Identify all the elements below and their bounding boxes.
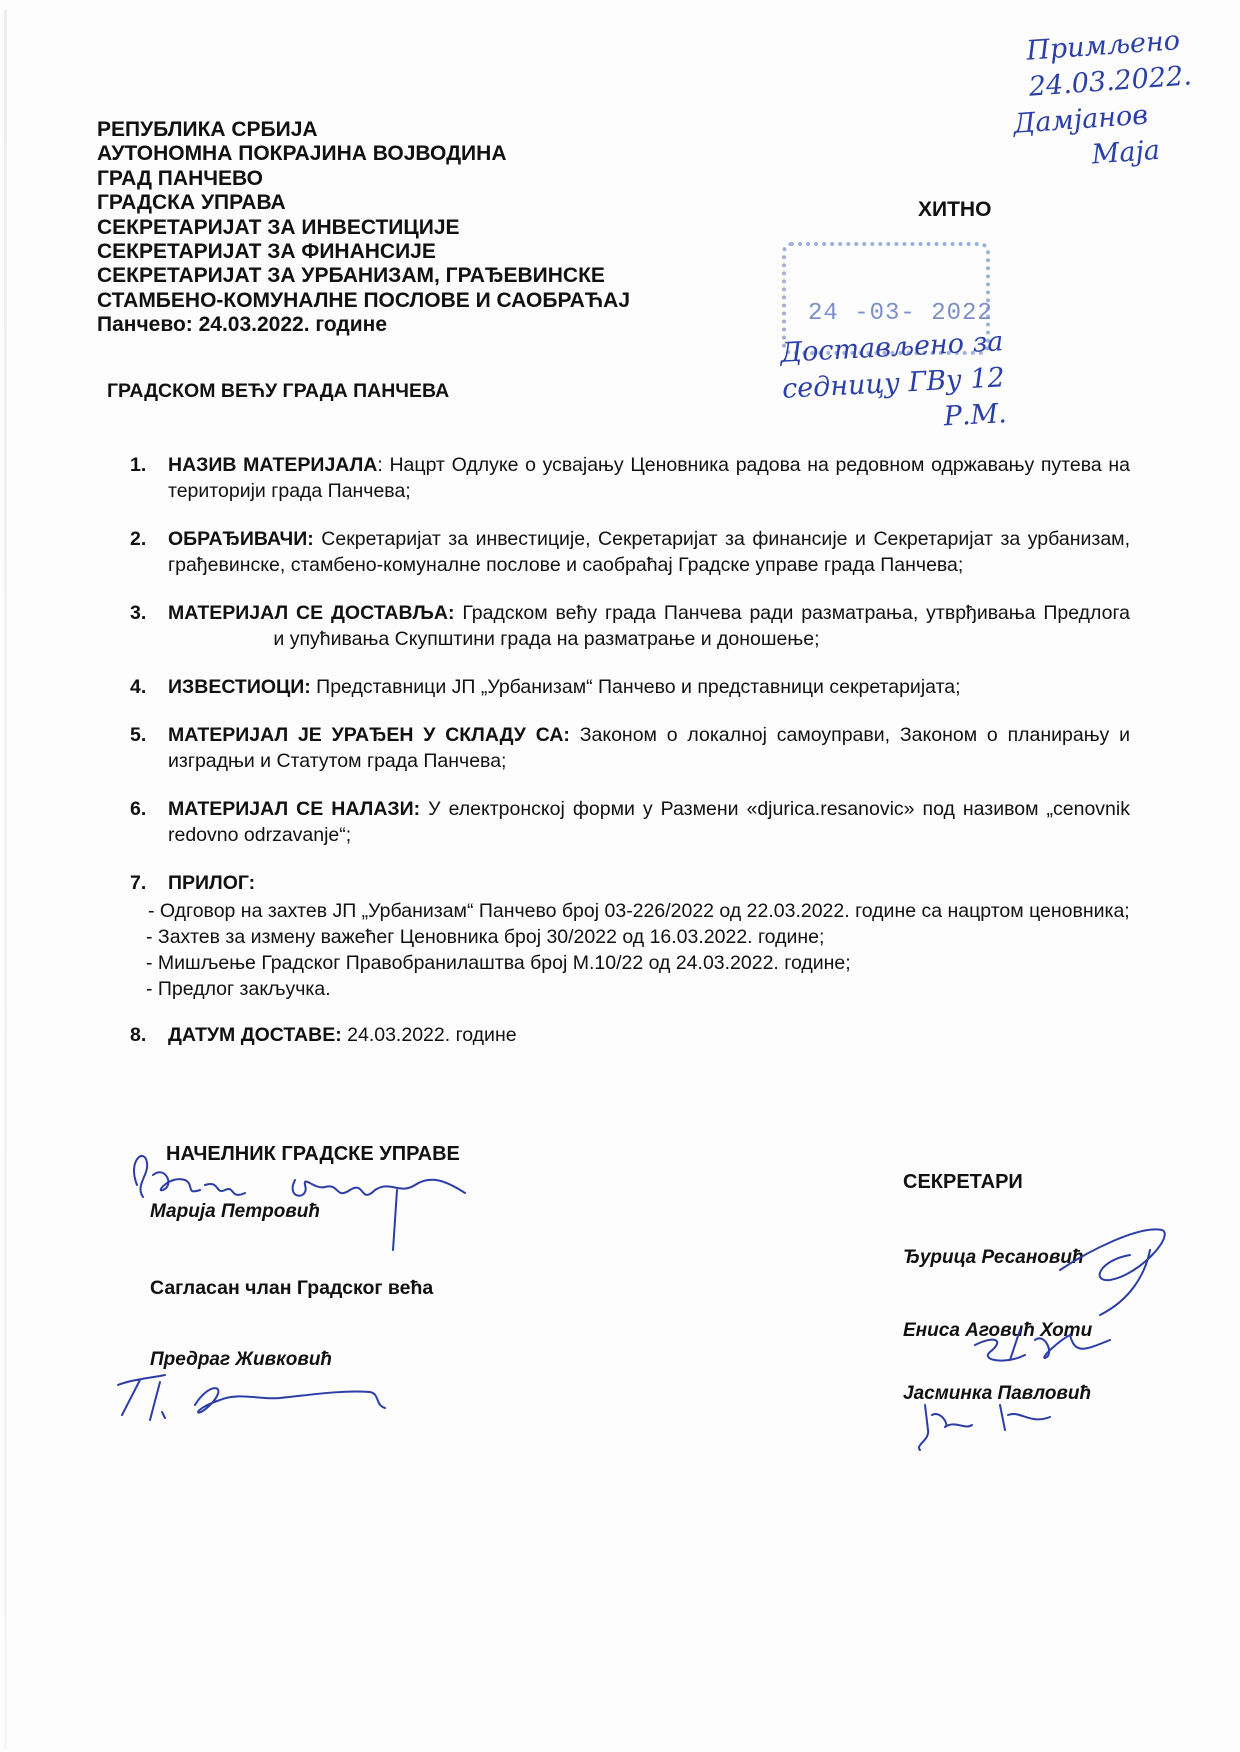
item-text: Законом о локалној самоуправи, Законом о планирању и изградњи и Статутом града Панчева; bbox=[168, 724, 1130, 772]
signature-scribble bbox=[110, 1370, 410, 1430]
item-text: и упућивања Скупштини града на разматрање и доношење; bbox=[268, 628, 820, 650]
item-number: 1. bbox=[130, 454, 147, 476]
secretary-name: Ениса Аговић Хоти bbox=[903, 1320, 1093, 1341]
item-number: 7. bbox=[130, 872, 147, 894]
item-label: НАЗИВ МАТЕРИЈАЛА bbox=[168, 454, 378, 476]
item-text: 24.03.2022. године bbox=[341, 1024, 517, 1046]
header-line: СЕКРЕТАРИЈАТ ЗА ФИНАНСИЈЕ bbox=[97, 240, 436, 264]
item-label: МАТЕРИЈАЛ ЈЕ УРАЂЕН У СКЛАДУ СА: bbox=[168, 724, 570, 746]
list-item bbox=[130, 870, 1130, 1002]
council-member-label: Сагласан члан Градског већа bbox=[150, 1277, 434, 1299]
signature-scribble bbox=[125, 1145, 485, 1255]
document-header bbox=[97, 118, 630, 338]
list-item bbox=[130, 674, 1130, 700]
addressee: ГРАДСКОМ ВЕЋУ ГРАДА ПАНЧЕВА bbox=[107, 380, 450, 402]
item-text: Нацрт Одлуке о усвајању Ценовника радова на редовном одржавању путева на територији града Панчева; bbox=[168, 454, 1130, 502]
secretary-name: Јасминка Павловић bbox=[903, 1383, 1092, 1404]
signature-scribble bbox=[910, 1395, 1070, 1455]
secretaries-title: СЕКРЕТАРИ bbox=[903, 1171, 1023, 1193]
redacted-area bbox=[168, 631, 268, 645]
item-label: ОБРАЂИВАЧИ: bbox=[168, 528, 314, 550]
header-line: СЕКРЕТАРИЈАТ ЗА ИНВЕСТИЦИЈЕ bbox=[97, 215, 460, 239]
handwritten-line: седницу ГВу 12 bbox=[781, 362, 1006, 405]
handwritten-delivery-note bbox=[779, 324, 1008, 444]
header-line: АУТОНОМНА ПОКРАЈИНА ВОЈВОДИНА bbox=[97, 142, 507, 166]
header-line: РЕПУБЛИКА СРБИЈА bbox=[97, 118, 318, 141]
list-item bbox=[130, 1022, 1130, 1048]
scan-edge bbox=[4, 10, 7, 1750]
list-item bbox=[130, 526, 1130, 578]
item-number: 8. bbox=[130, 1024, 147, 1046]
item-label: МАТЕРИЈАЛ СЕ ДОСТАВЉА: bbox=[168, 602, 455, 624]
list-item bbox=[130, 796, 1130, 848]
handwritten-line: Маја bbox=[1090, 134, 1161, 171]
head-name: Марија Петровић bbox=[150, 1201, 320, 1222]
attachment-item: - Захтев за измену важећег Ценовника број 30/2022 од 16.03.2022. године; bbox=[146, 926, 825, 948]
item-text: Представници ЈП „Урбанизам“ Панчево и представници секретаријата; bbox=[310, 676, 961, 698]
handwritten-line: Достављено за bbox=[779, 326, 1005, 369]
council-member-name: Предраг Живковић bbox=[150, 1349, 333, 1370]
handwritten-line: Р.М. bbox=[942, 398, 1008, 433]
item-label: МАТЕРИЈАЛ СЕ НАЛАЗИ: bbox=[168, 798, 421, 820]
list-item bbox=[130, 722, 1130, 774]
item-text: Секретаријат за инвестиције, Секретаријат за финансије и Секретаријат за урбанизам, грађевинске, стамбено-комуналне послове и саобраћај Градске управе града Панчева; bbox=[168, 528, 1130, 576]
secretary-name: Ђурица Ресановић bbox=[903, 1247, 1084, 1268]
signature-scribble bbox=[1050, 1220, 1170, 1320]
item-label: ИЗВЕСТИОЦИ: bbox=[168, 676, 311, 698]
header-date: Панчево: 24.03.2022. године bbox=[97, 313, 388, 337]
item-number: 5. bbox=[130, 724, 147, 746]
item-number: 4. bbox=[130, 676, 147, 698]
item-text: Градском већу града Панчева ради разматрања, утврђивања Предлога bbox=[454, 602, 1130, 624]
header-line: ГРАД ПАНЧЕВО bbox=[97, 166, 263, 190]
stamp-date: 24 -03- 2022 bbox=[808, 300, 993, 327]
item-number: 3. bbox=[130, 602, 147, 624]
header-line: СТАМБЕНО-КОМУНАЛНЕ ПОСЛОВЕ И САОБРАЋАЈ bbox=[97, 288, 631, 312]
items-list bbox=[130, 452, 1130, 1070]
attachment-item: - Одговор на захтев ЈП „Урбанизам“ Панчево број 03-226/2022 од 22.03.2022. године са нацртом ценовника; bbox=[148, 900, 1130, 922]
signature-scribble bbox=[965, 1310, 1115, 1370]
item-number: 2. bbox=[130, 528, 147, 550]
attachment-item: - Мишљење Градског Правобранилаштва број М.10/22 од 24.03.2022. године; bbox=[146, 952, 851, 974]
item-text: У електронској форми у Размени «djurica.resanovic» под називом „cenovnik redovno odrzavanje“; bbox=[168, 798, 1130, 846]
attachment-item: - Предлог закључка. bbox=[146, 978, 331, 1000]
list-item bbox=[130, 452, 1130, 504]
attachments-list bbox=[146, 898, 1130, 1002]
head-title: НАЧЕЛНИК ГРАДСКЕ УПРАВЕ bbox=[166, 1143, 460, 1165]
item-separator: : bbox=[377, 454, 383, 476]
handwritten-line: 24.03.2022. bbox=[1027, 60, 1193, 103]
header-line: ГРАДСКА УПРАВА bbox=[97, 191, 286, 215]
item-label: ДАТУМ ДОСТАВЕ: bbox=[168, 1024, 342, 1046]
list-item bbox=[130, 600, 1130, 652]
urgent-label: ХИТНО bbox=[918, 198, 992, 221]
handwritten-line: Дамјанов bbox=[1012, 99, 1149, 140]
header-line: СЕКРЕТАРИЈАТ ЗА УРБАНИЗАМ, ГРАЂЕВИНСКЕ bbox=[97, 264, 605, 288]
handwritten-receipt-note bbox=[1012, 22, 1198, 177]
handwritten-line: Примљено bbox=[1025, 25, 1181, 67]
item-label: ПРИЛОГ: bbox=[168, 872, 256, 894]
item-number: 6. bbox=[130, 798, 147, 820]
